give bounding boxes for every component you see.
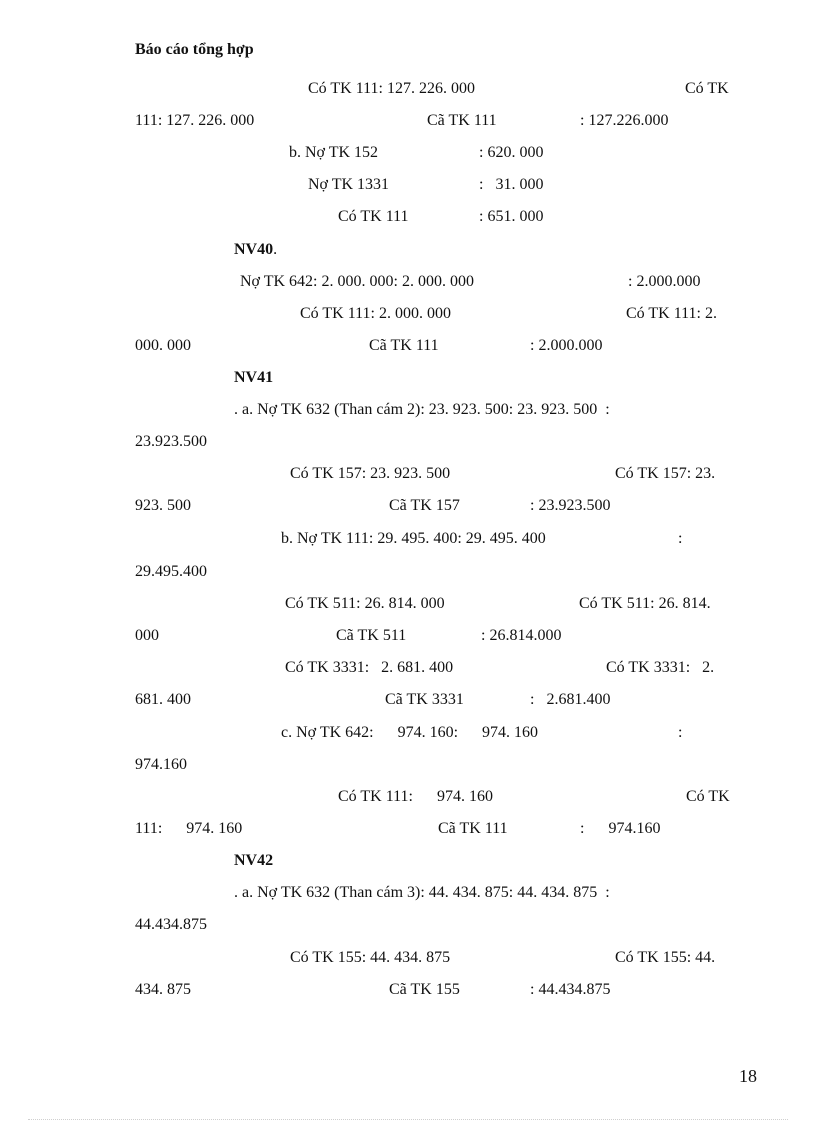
entry-line: :	[678, 724, 683, 741]
entry-line: : 620. 000	[479, 144, 544, 161]
entry-line: Có TK 111	[338, 208, 409, 225]
entry-line: Nợ TK 1331	[308, 176, 390, 193]
entry-line: Có TK	[685, 80, 729, 97]
section-label: NV40	[234, 241, 274, 258]
entry-line: Có TK 157: 23.	[615, 465, 716, 482]
entry-line: 681. 400	[135, 691, 191, 708]
entry-line: 44.434.875	[135, 916, 207, 933]
entry-line: : 23.923.500	[530, 497, 611, 514]
entry-line: Có TK 111: 2. 000. 000	[300, 305, 451, 322]
entry-line: b. Nợ TK 152	[289, 144, 379, 161]
entry-line: Có TK 3331: 2.	[606, 659, 715, 676]
entry-line: 434. 875	[135, 981, 191, 998]
entry-line: 111: 974. 160	[135, 820, 243, 837]
entry-line: : 31. 000	[479, 176, 544, 193]
entry-line: Có TK 111: 974. 160	[338, 788, 493, 805]
entry-line: Cã TK 155	[389, 981, 460, 998]
entry-line: c. Nợ TK 642: 974. 160: 974. 160	[281, 724, 539, 741]
entry-line: : 2.000.000	[628, 273, 701, 290]
section-dot: .	[273, 241, 278, 258]
section-heading-nv40	[234, 241, 277, 259]
entry-line: b. Nợ TK 111: 29. 495. 400: 29. 495. 400	[281, 530, 546, 547]
entry-line: Cã TK 111	[427, 112, 497, 129]
entry-line: : 2.681.400	[530, 691, 611, 708]
entry-line: Cã TK 511	[336, 627, 407, 644]
entry-line: Có TK	[686, 788, 730, 805]
entry-line: 23.923.500	[135, 433, 207, 450]
entry-line: : 2.000.000	[530, 337, 603, 354]
entry-line: 923. 500	[135, 497, 191, 514]
entry-line: Có TK 155: 44.	[615, 949, 716, 966]
entry-line: Cã TK 111	[438, 820, 508, 837]
entry-line: Có TK 111: 2.	[626, 305, 717, 322]
entry-line: Có TK 3331: 2. 681. 400	[285, 659, 454, 676]
section-heading-nv42: NV42	[234, 852, 274, 869]
entry-line: Có TK 511: 26. 814. 000	[285, 595, 445, 612]
entry-line: 000. 000	[135, 337, 191, 354]
entry-line: : 26.814.000	[481, 627, 562, 644]
page-number: 18	[739, 1066, 757, 1086]
entry-line: Có TK 155: 44. 434. 875	[290, 949, 451, 966]
entry-line: Cã TK 111	[369, 337, 439, 354]
entry-line: . a. Nợ TK 632 (Than cám 2): 23. 923. 500: 23. 923. 500 :	[234, 401, 610, 418]
entry-line: Cã TK 3331	[385, 691, 464, 708]
entry-line: 974.160	[135, 756, 187, 773]
page-header-title: Báo cáo tổng hợp	[135, 41, 254, 58]
entry-line: Có TK 157: 23. 923. 500	[290, 465, 451, 482]
entry-line: : 127.226.000	[580, 112, 669, 129]
entry-line: : 974.160	[580, 820, 661, 837]
entry-line: 29.495.400	[135, 563, 207, 580]
entry-line: Nợ TK 642: 2. 000. 000: 2. 000. 000	[240, 273, 474, 290]
entry-line: Có TK 511: 26. 814.	[579, 595, 711, 612]
entry-line: . a. Nợ TK 632 (Than cám 3): 44. 434. 875: 44. 434. 875 :	[234, 884, 610, 901]
footer-divider	[28, 1119, 788, 1120]
entry-line: :	[678, 530, 683, 547]
entry-line: 000	[135, 627, 159, 644]
entry-line: Có TK 111: 127. 226. 000	[308, 80, 475, 97]
entry-line: : 44.434.875	[530, 981, 611, 998]
section-heading-nv41: NV41	[234, 369, 274, 386]
entry-line: 111: 127. 226. 000	[135, 112, 255, 129]
entry-line: Cã TK 157	[389, 497, 460, 514]
entry-line: : 651. 000	[479, 208, 544, 225]
